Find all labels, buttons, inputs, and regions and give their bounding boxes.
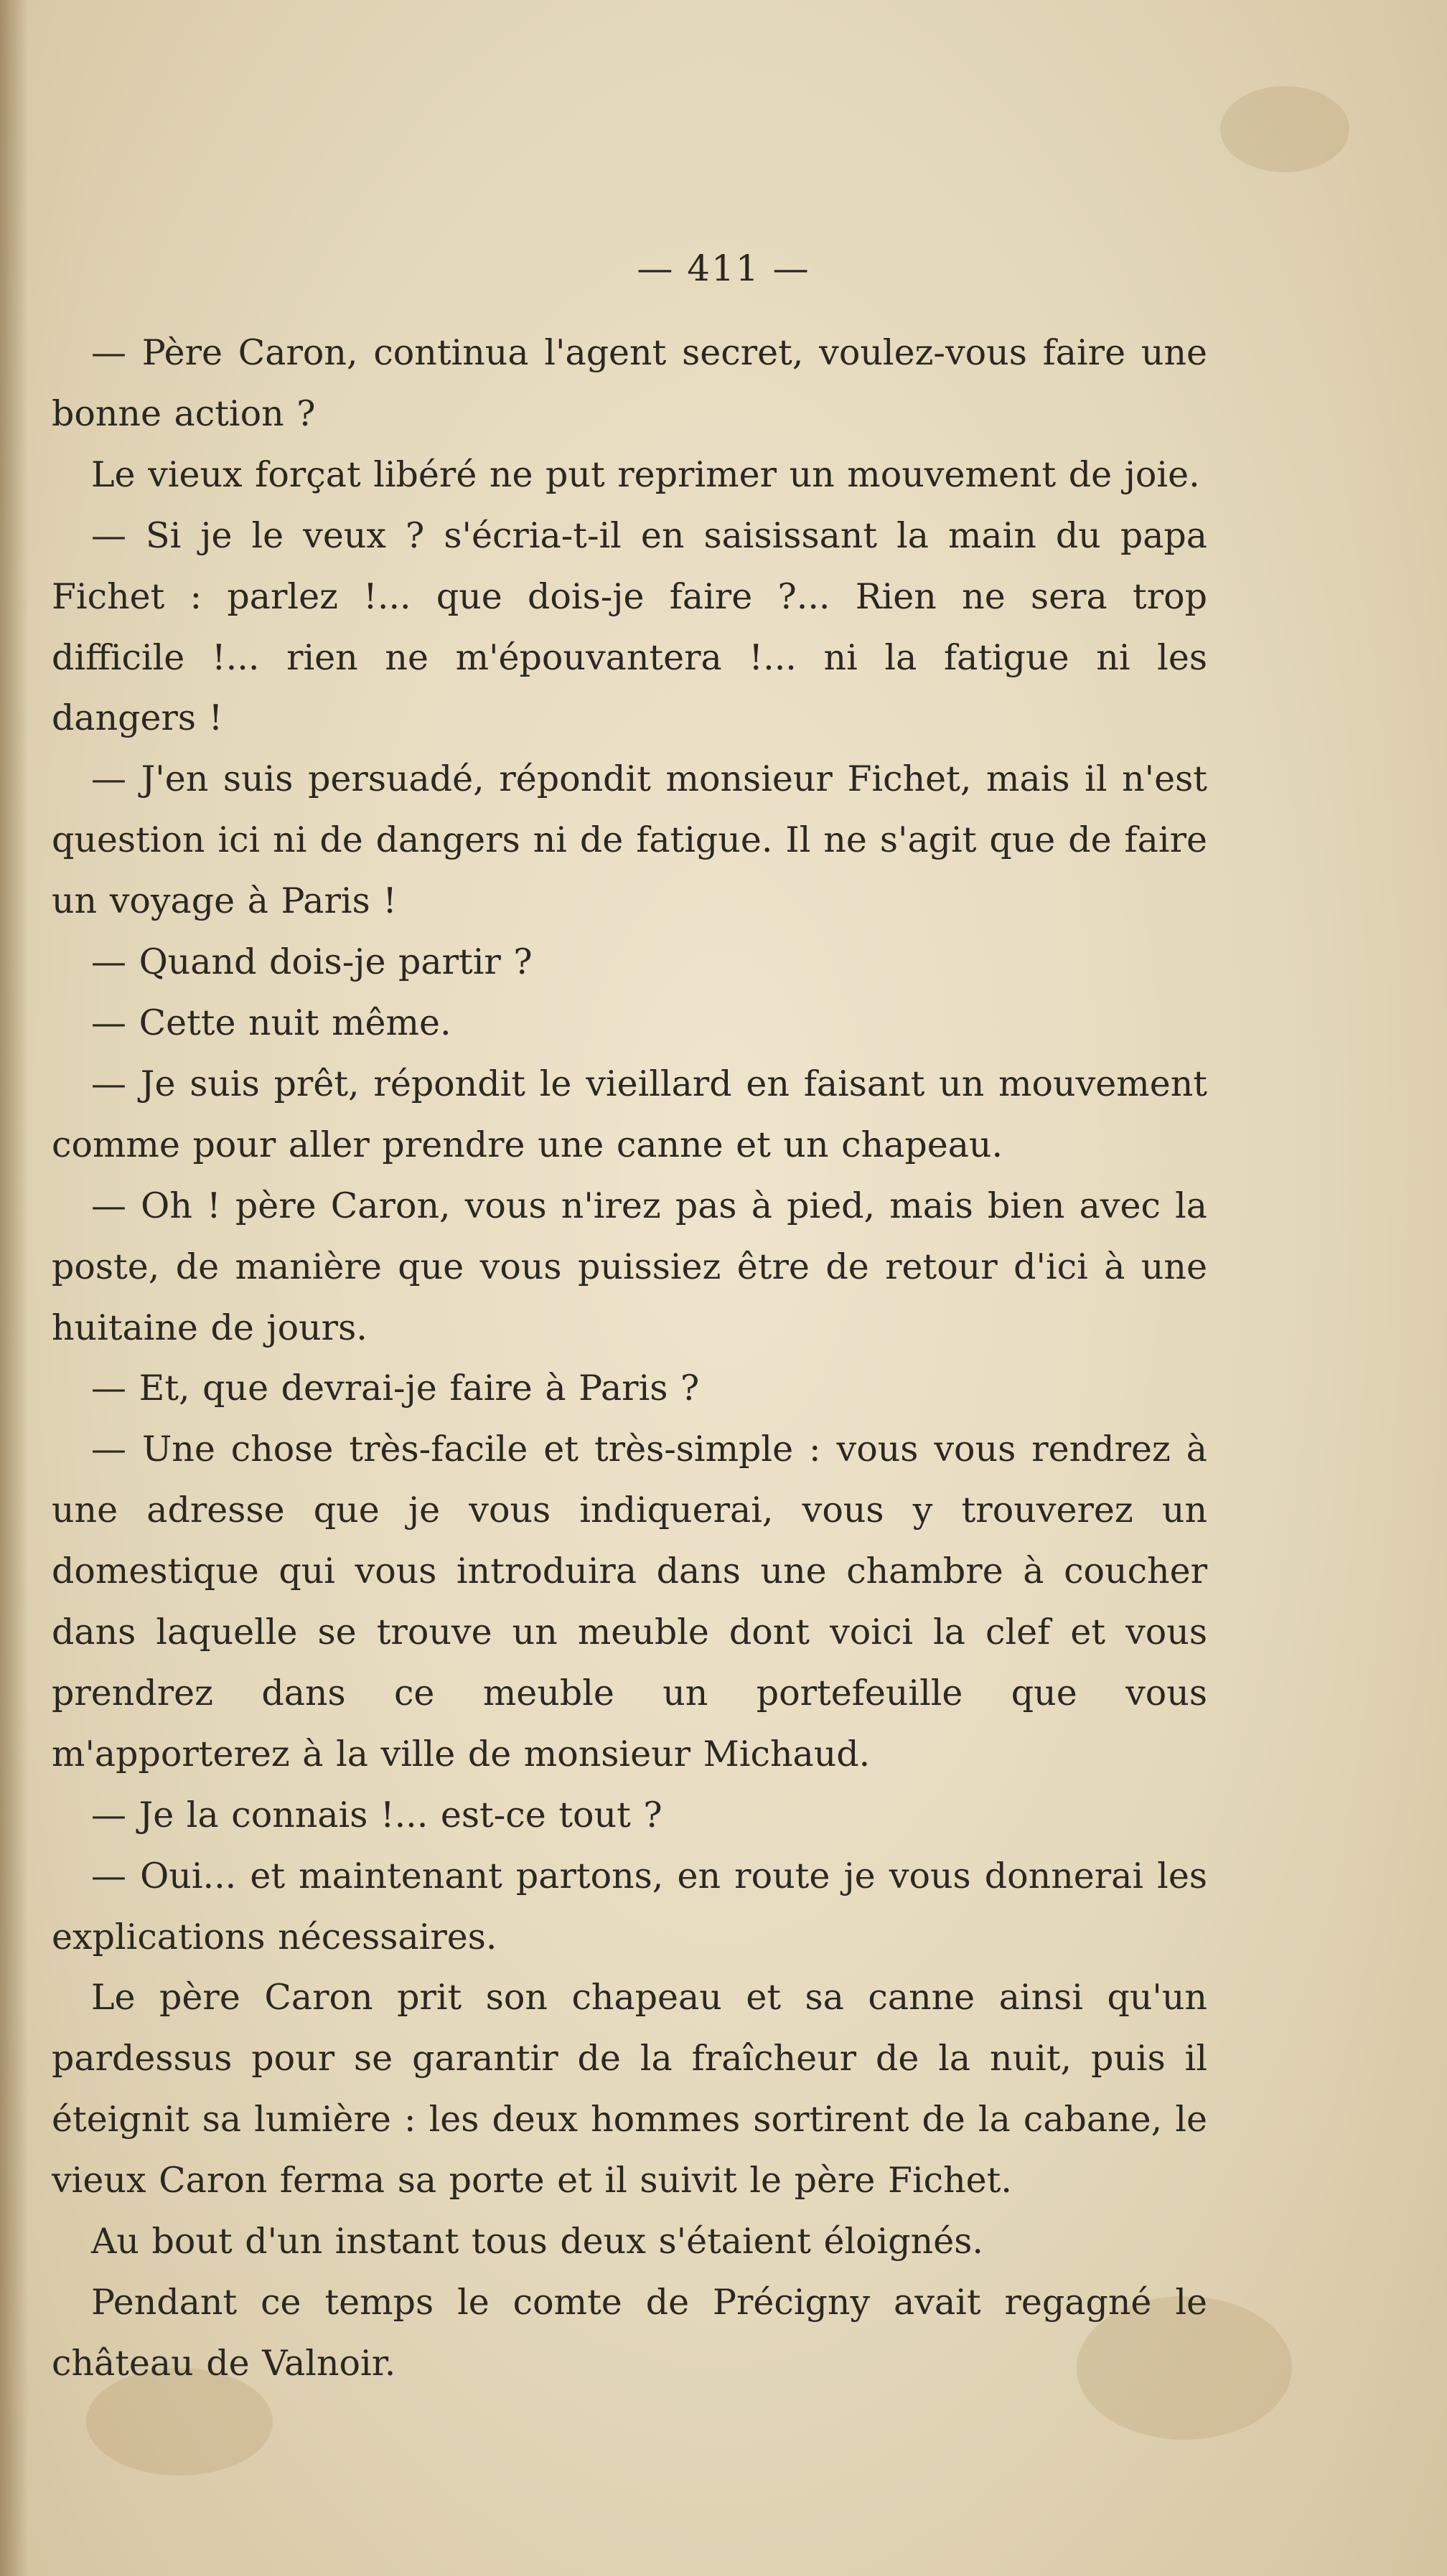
paragraph: — Une chose très-facile et très-simple : vous vous rendrez à une adresse que je vous indiquerai, vous y trouverez un domestique qui vous introduira dans une chambre à coucher dans laquelle se trouve un meuble dont voici la clef et vous prendrez dans ce meuble un portefeuille que vous m'apporterez à la ville de monsieur Michaud. xyxy=(52,1429,1207,1774)
paragraph: Pendant ce temps le comte de Précigny avait regagné le château de Valnoir. xyxy=(52,2282,1207,2384)
body-text xyxy=(52,323,1207,2394)
paragraph: — Cette nuit même. xyxy=(91,1002,451,1043)
paper-stain xyxy=(1220,86,1349,172)
paragraph: — Je la connais !... est-ce tout ? xyxy=(91,1794,662,1835)
paragraph: — Si je le veux ? s'écria-t-il en saisissant la main du papa Fichet : parlez !... que dois-je faire ?... Rien ne sera trop difficile !... rien ne m'épouvantera !... ni la fatigue ni les dangers ! xyxy=(52,514,1207,739)
page-number: — 411 — xyxy=(637,248,810,289)
paragraph: Le vieux forçat libéré ne put reprimer un mouvement de joie. xyxy=(91,453,1200,495)
paragraph: — Oui... et maintenant partons, en route je vous donnerai les explications nécessaires. xyxy=(52,1855,1207,1957)
paragraph: — Quand dois-je partir ? xyxy=(91,941,533,983)
paragraph: — Oh ! père Caron, vous n'irez pas à pied, mais bien avec la poste, de manière que vous puissiez être de retour d'ici à une huitaine de jours. xyxy=(52,1185,1207,1348)
paragraph: — Je suis prêt, répondit le vieillard en faisant un mouvement comme pour aller prendre une canne et un chapeau. xyxy=(52,1063,1207,1165)
paragraph: — Père Caron, continua l'agent secret, voulez-vous faire une bonne action ? xyxy=(52,332,1207,434)
paragraph: — Et, que devrai-je faire à Paris ? xyxy=(91,1368,700,1409)
spine-shadow xyxy=(0,0,29,2576)
paragraph: Au bout d'un instant tous deux s'étaient éloignés. xyxy=(91,2221,983,2262)
paragraph: — J'en suis persuadé, répondit monsieur Fichet, mais il n'est question ici ni de dangers ni de fatigue. Il ne s'agit que de faire un voyage à Paris ! xyxy=(52,758,1207,922)
paragraph: Le père Caron prit son chapeau et sa canne ainsi qu'un pardessus pour se garantir de la fraîcheur de la nuit, puis il éteignit sa lumière : les deux hommes sortirent de la cabane, le vieux Caron ferma sa porte et il suivit le père Fichet. xyxy=(52,1977,1207,2201)
